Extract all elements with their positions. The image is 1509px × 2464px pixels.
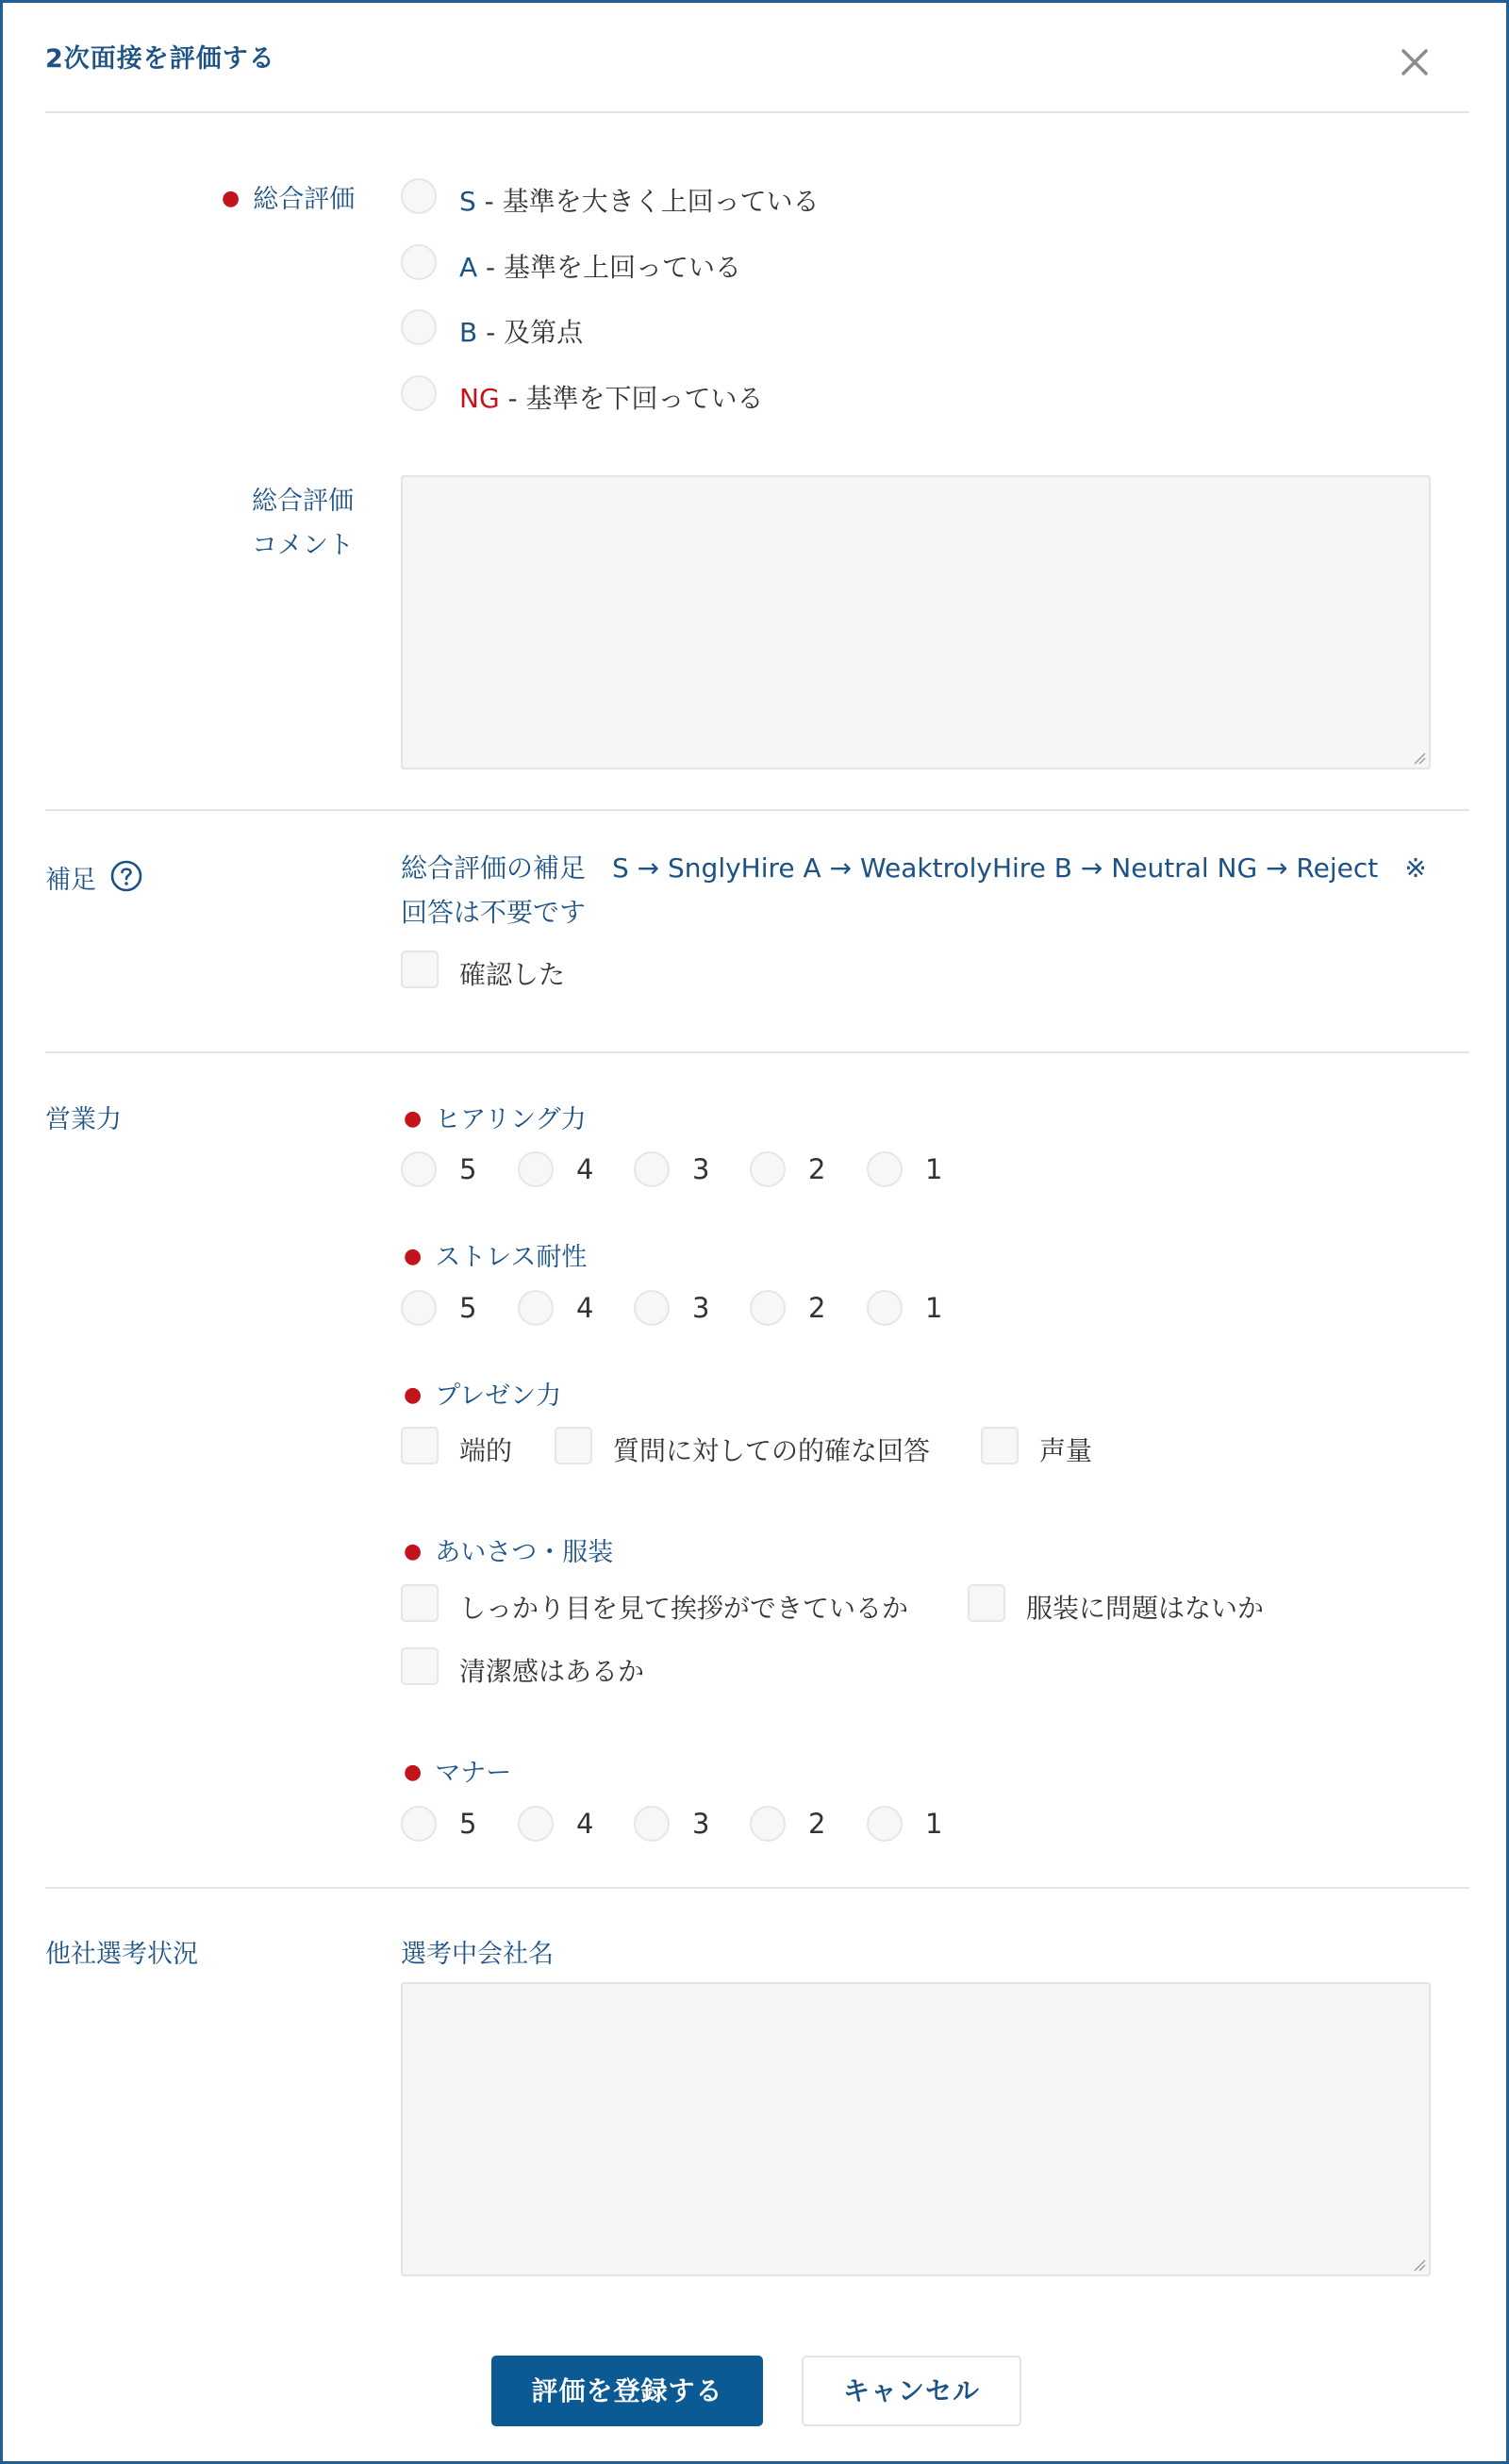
stress-radio-5[interactable] (401, 1290, 437, 1326)
stress-label: ● ストレス耐性 (404, 1243, 588, 1272)
presentation-option-concise: 端的 (459, 1435, 513, 1466)
hearing-value-5: 5 (459, 1153, 477, 1185)
greeting-checkbox-eye-contact[interactable] (401, 1584, 439, 1622)
section-divider (45, 1051, 1469, 1053)
section-divider (45, 1887, 1469, 1889)
sales-skill-label: 営業力 (45, 1105, 122, 1134)
greeting-option-eye-contact: しっかり目を見て挨拶ができているか (459, 1593, 909, 1624)
presentation-checkbox-accurate[interactable] (555, 1427, 592, 1464)
close-icon[interactable] (1393, 41, 1436, 84)
presentation-option-volume: 声量 (1039, 1435, 1093, 1466)
hearing-radio-4[interactable] (518, 1151, 554, 1187)
manner-value-3: 3 (692, 1808, 710, 1840)
overall-comment-textarea[interactable] (401, 475, 1431, 769)
hearing-radio-5[interactable] (401, 1151, 437, 1187)
help-circle-icon[interactable] (109, 859, 143, 893)
resize-grip-icon[interactable] (1413, 2258, 1426, 2272)
confirm-label: 確認した (459, 959, 566, 990)
greeting-label: ● あいさつ・服装 (404, 1538, 614, 1567)
submit-evaluation-button[interactable]: 評価を登録する (491, 2356, 763, 2426)
required-marker: ● (222, 187, 240, 210)
manner-radio-3[interactable] (634, 1806, 670, 1842)
overall-rating-label: ● 総合評価 (222, 185, 356, 214)
manner-radio-2[interactable] (750, 1806, 786, 1842)
manner-radio-5[interactable] (401, 1806, 437, 1842)
overall-option-ng: NG - 基準を下回っている (459, 383, 764, 414)
stress-radio-2[interactable] (750, 1290, 786, 1326)
manner-radio-1[interactable] (867, 1806, 903, 1842)
presentation-label: ● プレゼン力 (404, 1381, 562, 1411)
presentation-checkbox-volume[interactable] (981, 1427, 1019, 1464)
other-companies-label: 他社選考状況 (45, 1940, 198, 1969)
overall-option-b: B - 及第点 (459, 317, 584, 348)
manner-value-1: 1 (925, 1808, 943, 1840)
required-marker: ● (404, 1245, 423, 1268)
confirm-checkbox[interactable] (401, 951, 439, 988)
presentation-checkbox-concise[interactable] (401, 1427, 439, 1464)
hearing-value-1: 1 (925, 1153, 943, 1185)
overall-option-a: A - 基準を上回っている (459, 252, 742, 283)
manner-value-5: 5 (459, 1808, 477, 1840)
overall-radio-b[interactable] (401, 309, 437, 345)
hearing-label: ● ヒアリング力 (404, 1105, 587, 1134)
greeting-checkbox-attire[interactable] (968, 1584, 1005, 1622)
stress-value-5: 5 (459, 1292, 477, 1324)
hearing-radio-2[interactable] (750, 1151, 786, 1187)
overall-radio-s[interactable] (401, 178, 437, 214)
greeting-option-attire: 服装に問題はないか (1026, 1593, 1265, 1624)
required-marker: ● (404, 1540, 423, 1563)
resize-grip-icon[interactable] (1413, 752, 1426, 765)
required-marker: ● (404, 1107, 423, 1131)
greeting-checkbox-cleanliness[interactable] (401, 1647, 439, 1685)
required-marker: ● (404, 1761, 423, 1784)
stress-radio-1[interactable] (867, 1290, 903, 1326)
greeting-option-cleanliness: 清潔感はあるか (459, 1656, 645, 1687)
other-companies-field-label: 選考中会社名 (401, 1940, 554, 1969)
supplement-note: 総合評価の補足 S → SnglyHire A → WeaktrolyHire B → Neutral NG → Reject ※回答は不要です (401, 852, 1427, 928)
stress-value-4: 4 (576, 1292, 594, 1324)
stress-radio-4[interactable] (518, 1290, 554, 1326)
manner-value-4: 4 (576, 1808, 594, 1840)
required-marker: ● (404, 1383, 423, 1407)
hearing-value-4: 4 (576, 1153, 594, 1185)
overall-option-s: S - 基準を大きく上回っている (459, 186, 820, 217)
hearing-value-3: 3 (692, 1153, 710, 1185)
stress-radio-3[interactable] (634, 1290, 670, 1326)
section-divider (45, 809, 1469, 811)
overall-comment-label: 総合評価 コメント (252, 487, 354, 560)
manner-label: ● マナー (404, 1759, 512, 1788)
overall-radio-a[interactable] (401, 244, 437, 280)
manner-radio-4[interactable] (518, 1806, 554, 1842)
stress-value-3: 3 (692, 1292, 710, 1324)
stress-value-1: 1 (925, 1292, 943, 1324)
cancel-button[interactable]: キャンセル (802, 2356, 1021, 2426)
manner-value-2: 2 (808, 1808, 826, 1840)
supplement-label: 補足 (45, 866, 96, 895)
stress-value-2: 2 (808, 1292, 826, 1324)
presentation-option-accurate: 質問に対しての的確な回答 (613, 1435, 931, 1466)
hearing-radio-1[interactable] (867, 1151, 903, 1187)
header-divider (45, 111, 1469, 113)
hearing-radio-3[interactable] (634, 1151, 670, 1187)
other-companies-textarea[interactable] (401, 1982, 1431, 2276)
overall-radio-ng[interactable] (401, 375, 437, 411)
modal-title: 2次面接を評価する (45, 44, 275, 74)
hearing-value-2: 2 (808, 1153, 826, 1185)
